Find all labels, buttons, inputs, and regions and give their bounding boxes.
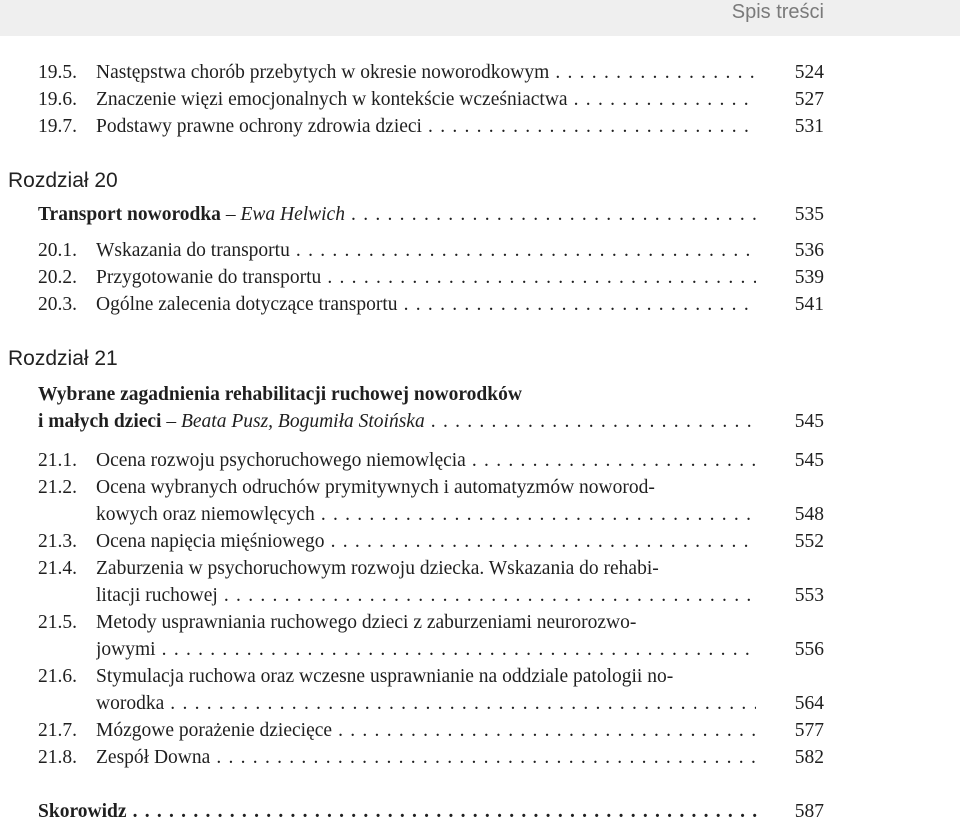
entry-number: 20.2. <box>38 267 77 288</box>
entry-page: 541 <box>794 294 824 315</box>
title-dash: – <box>161 411 181 432</box>
chapter-heading: Rozdział 21 <box>8 347 118 370</box>
toc-entry[interactable] <box>38 637 824 663</box>
toc-entry[interactable] <box>38 529 824 555</box>
entry-page: 535 <box>794 204 824 225</box>
entry-title: Ocena rozwoju psychoruchowego niemowlęcia . . . <box>96 448 756 474</box>
entry-page: 564 <box>794 693 824 714</box>
running-head <box>0 0 960 36</box>
entry-page: 545 <box>794 411 824 432</box>
entry-title: Ogólne zalecenia dotyczące transportu . . . <box>96 292 756 318</box>
entry-number: 19.6. <box>38 89 77 110</box>
toc-entry-line <box>38 664 824 690</box>
chapter-title-text: i małych dzieci <box>38 411 162 432</box>
entry-title-line1: Zaburzenia w psychoruchowym rozwoju dziecka. Wskazania do rehabi- <box>96 558 659 579</box>
entry-number: 21.8. <box>38 747 77 768</box>
toc-entry[interactable] <box>38 448 824 474</box>
entry-number: 21.2. <box>38 477 77 498</box>
toc-entry[interactable] <box>38 691 824 717</box>
toc-entry[interactable] <box>38 87 824 113</box>
entry-page: 527 <box>794 89 824 110</box>
toc-entry-line <box>38 556 824 582</box>
chapter-title <box>38 409 758 435</box>
running-head-title: Spis treści <box>731 1 824 23</box>
index-title: Skorowidz . . . <box>38 799 758 825</box>
entry-title-line1: Ocena wybranych odruchów prymitywnych i automatyzmów noworod- <box>96 477 655 498</box>
entry-number: 20.3. <box>38 294 77 315</box>
toc-entry[interactable] <box>38 583 824 609</box>
chapter-title-line: Wybrane zagadnienia rehabilitacji ruchowej noworodków <box>38 384 522 405</box>
entry-number: 21.7. <box>38 720 77 741</box>
toc-entry[interactable] <box>38 502 824 528</box>
entry-page: 577 <box>794 720 824 741</box>
entry-title: Następstwa chorób przebytych w okresie noworodkowym . . . <box>96 60 756 86</box>
toc-entry[interactable] <box>38 114 824 140</box>
entry-number: 19.5. <box>38 62 77 83</box>
entry-number: 21.3. <box>38 531 77 552</box>
title-dash: – <box>220 204 241 225</box>
entry-page: 556 <box>794 639 824 660</box>
entry-title: kowych oraz niemowlęcych . . . <box>96 502 756 528</box>
entry-title: Znaczenie więzi emocjonalnych w kontekście wcześniactwa . . . <box>96 87 756 113</box>
entry-number: 21.5. <box>38 612 77 633</box>
entry-title: Ocena napięcia mięśniowego . . . <box>96 529 756 555</box>
entry-title: jowymi . . . <box>96 637 756 663</box>
entry-page: 553 <box>794 585 824 606</box>
toc-entry[interactable] <box>38 238 824 264</box>
chapter-heading: Rozdział 20 <box>8 169 118 192</box>
chapter-title <box>38 202 758 228</box>
entry-title: Podstawy prawne ochrony zdrowia dzieci . . . <box>96 114 756 140</box>
entry-number: 21.6. <box>38 666 77 687</box>
toc-entry[interactable] <box>38 265 824 291</box>
entry-title: Wskazania do transportu . . . <box>96 238 756 264</box>
entry-number: 21.4. <box>38 558 77 579</box>
toc-entry-line <box>38 610 824 636</box>
toc-entry[interactable] <box>38 60 824 86</box>
toc-entry[interactable] <box>38 292 824 318</box>
entry-page: 587 <box>794 801 824 822</box>
entry-page: 524 <box>794 62 824 83</box>
entry-title-line1: Metody usprawniania ruchowego dzieci z zaburzeniami neurorozwo- <box>96 612 637 633</box>
entry-page: 582 <box>794 747 824 768</box>
entry-title: Mózgowe porażenie dziecięce . . . <box>96 718 756 744</box>
chapter-author: Ewa Helwich <box>240 204 345 225</box>
entry-page: 531 <box>794 116 824 137</box>
entry-page: 552 <box>794 531 824 552</box>
entry-title: Zespół Downa . . . <box>96 745 756 771</box>
entry-number: 21.1. <box>38 450 77 471</box>
entry-page: 545 <box>794 450 824 471</box>
toc-entry[interactable] <box>38 745 824 771</box>
entry-title: Przygotowanie do transportu . . . <box>96 265 756 291</box>
entry-title: litacji ruchowej . . . <box>96 583 756 609</box>
index-entry[interactable] <box>38 799 824 825</box>
toc-entry-line <box>38 475 824 501</box>
entry-title-line1: Stymulacja ruchowa oraz wczesne usprawnianie na oddziale patologii no- <box>96 666 674 687</box>
entry-number: 20.1. <box>38 240 77 261</box>
chapter-title-entry[interactable] <box>38 202 824 228</box>
chapter-author: Beata Pusz, Bogumiła Stoińska <box>180 411 425 432</box>
entry-page: 536 <box>794 240 824 261</box>
entry-number: 19.7. <box>38 116 77 137</box>
chapter-title-entry[interactable] <box>38 409 824 435</box>
entry-page: 539 <box>794 267 824 288</box>
entry-title: worodka . . . <box>96 691 756 717</box>
toc-entry[interactable] <box>38 718 824 744</box>
entry-page: 548 <box>794 504 824 525</box>
chapter-title-text: Transport noworodka <box>38 204 221 225</box>
